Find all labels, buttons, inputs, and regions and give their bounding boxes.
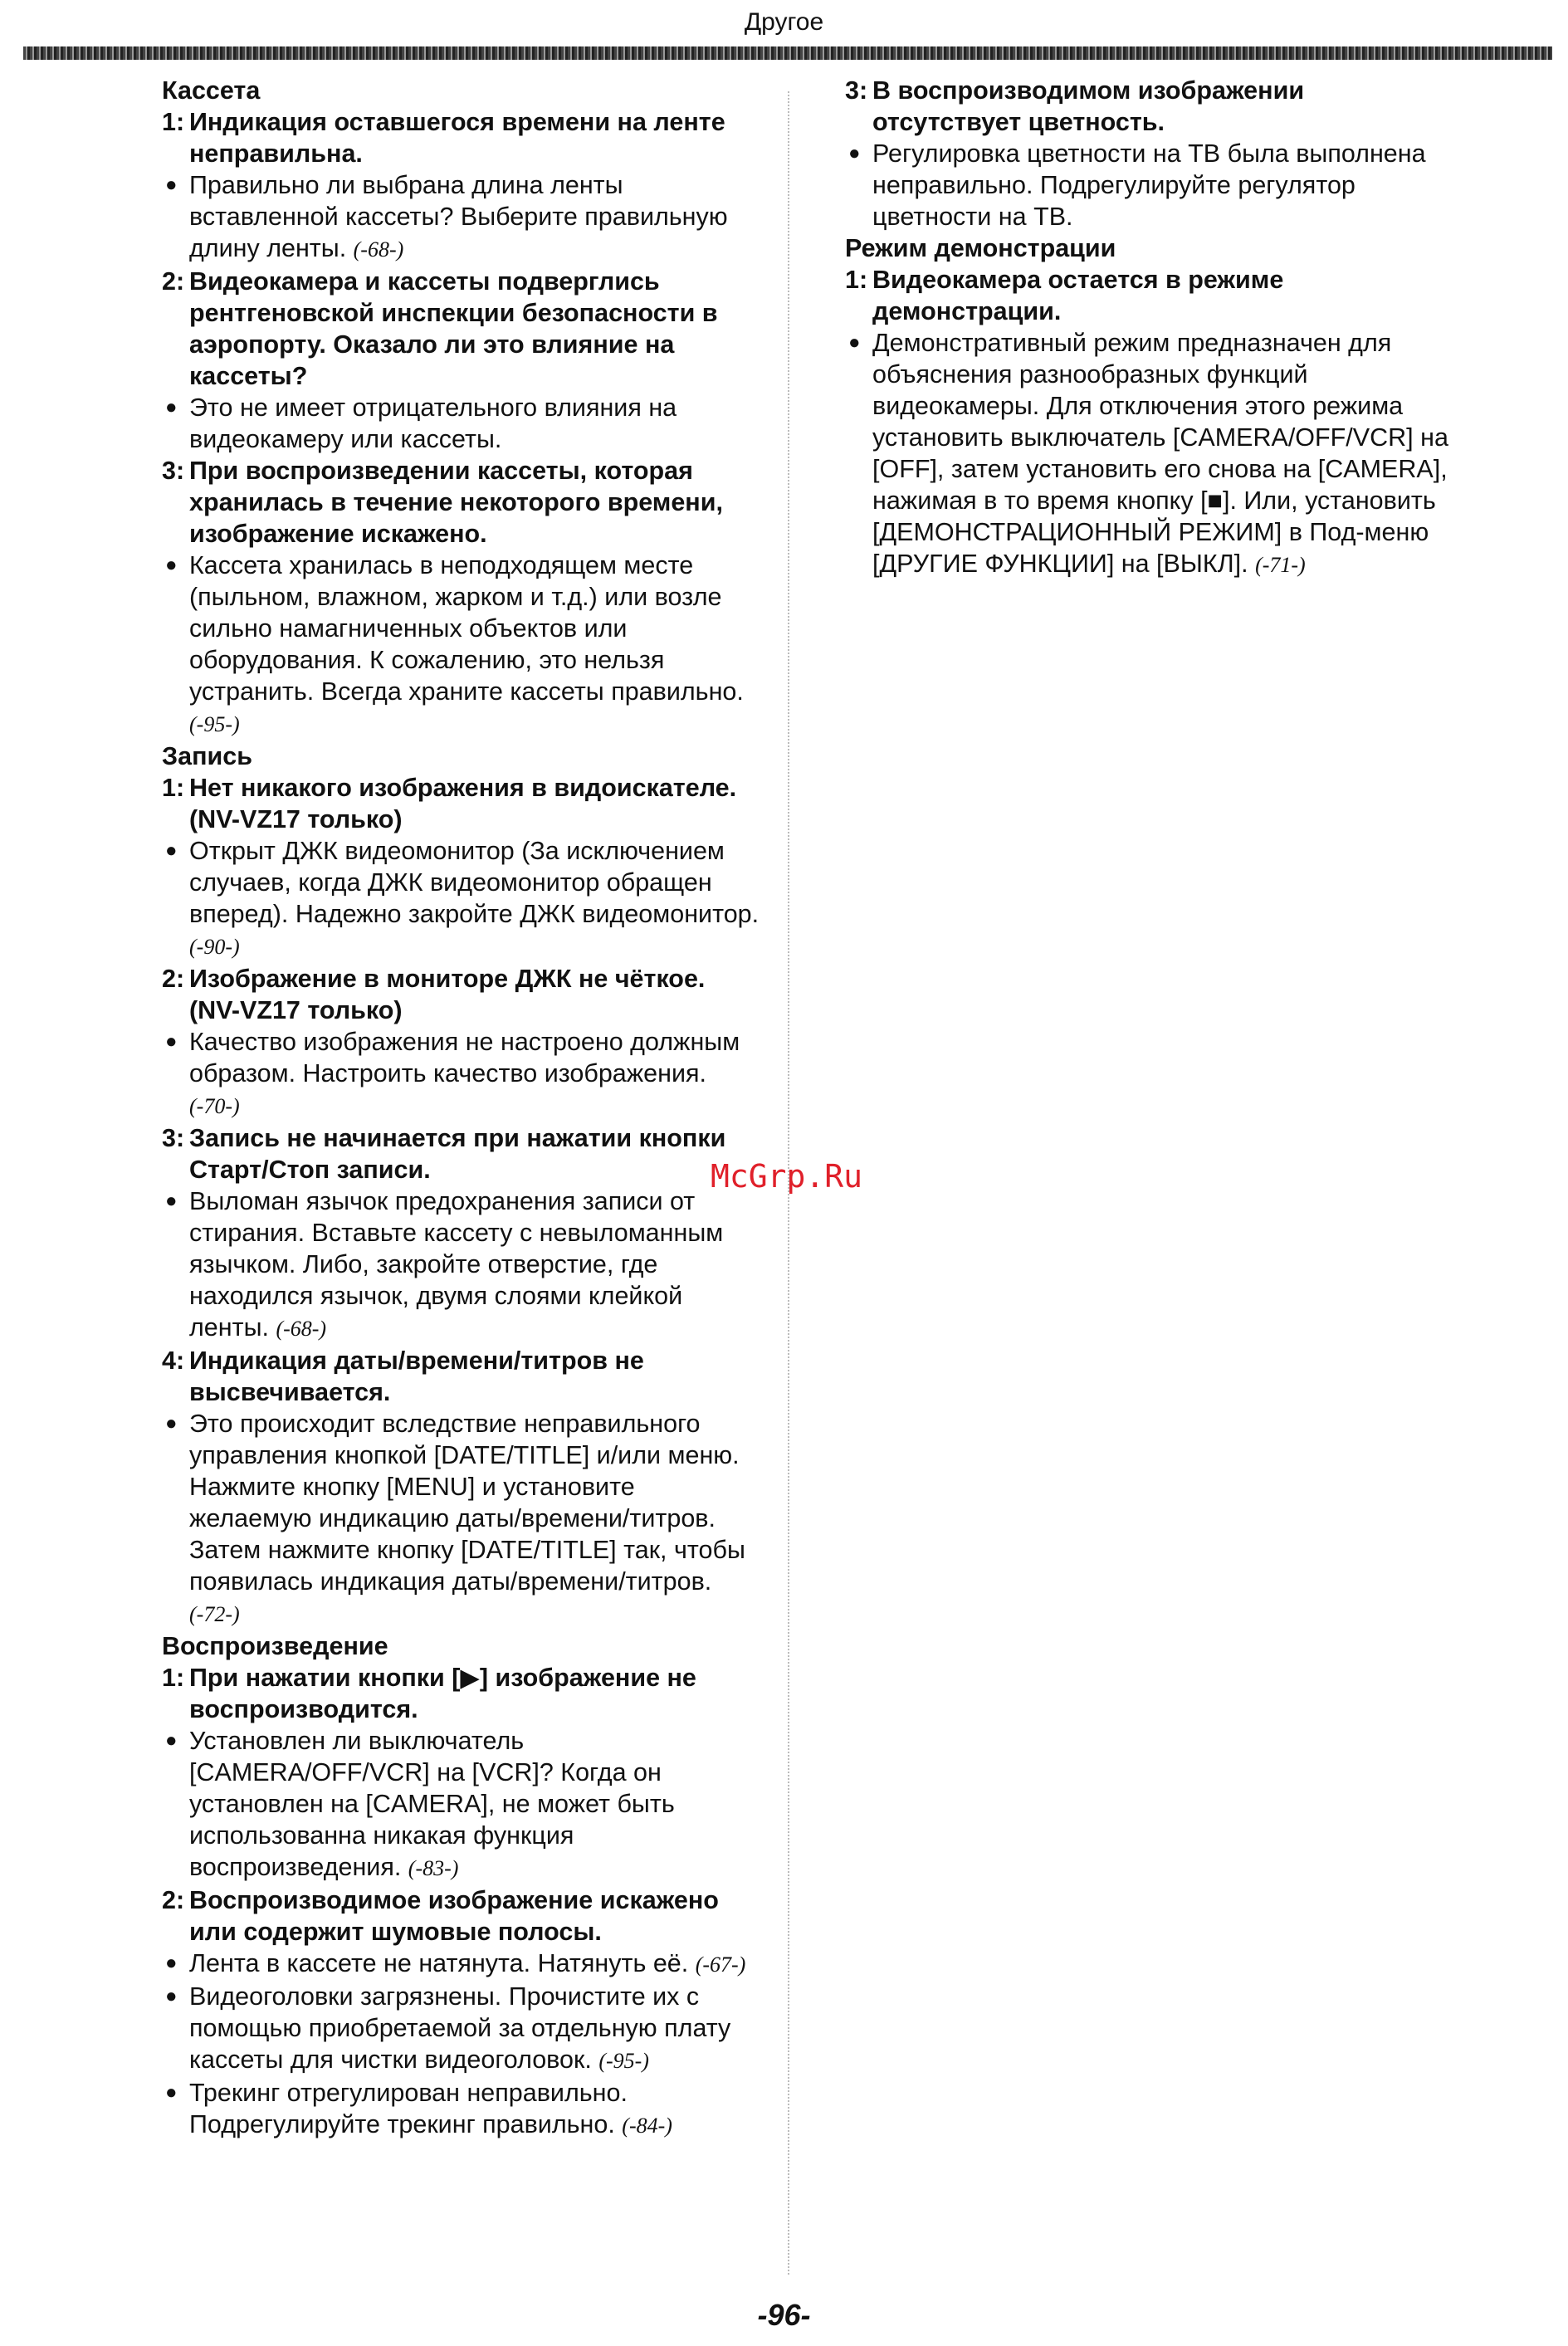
answer-text: Видеоголовки загрязнены. Прочистите их с помощью приобретаемой за отдельную плату кассеты для чистки видеоголовок. — [189, 1982, 731, 2074]
question-number: 1: — [845, 266, 868, 294]
page-number: -96- — [757, 2298, 811, 2332]
section-title-playback: Воспроизведение — [162, 1632, 388, 1660]
answer-bullet — [162, 1725, 760, 1884]
question-text: Воспроизводимое изображение искажено или содержит шумовые полосы. — [189, 1886, 719, 1946]
answer-text: Регулировка цветности на ТВ была выполнена неправильно. Подрегулируйте регулятор цветности на ТВ. — [872, 139, 1426, 231]
page-reference: (-84-) — [622, 2114, 672, 2138]
page-reference: (-68-) — [276, 1317, 327, 1341]
question-number: 3: — [162, 457, 185, 485]
answer-text: Трекинг отрегулирован неправильно. Подрегулируйте трекинг правильно. — [189, 2079, 628, 2138]
header-rule — [23, 46, 1552, 60]
question-number: 1: — [162, 774, 185, 802]
page-reference: (-71-) — [1255, 553, 1306, 577]
question-number: 3: — [845, 76, 868, 105]
question-number: 1: — [162, 1664, 185, 1692]
bullet-icon: ● — [165, 1412, 178, 1434]
left-column — [162, 75, 760, 2142]
question-text: Индикация даты/времени/титров не высвечивается. — [189, 1347, 644, 1406]
bullet-icon: ● — [165, 839, 178, 862]
answer-text: Это происходит вследствие неправильного управления кнопкой [DATE/TITLE] и/или меню. Нажмите кнопку [MENU] и установите желаемую индикацию даты/времени/титров. Затем нажмите кнопку [DATE/TITLE] так, чтобы появилась индикация даты/времени/титров. — [189, 1410, 745, 1596]
question-number: 2: — [162, 267, 185, 296]
answer-bullet — [162, 1026, 760, 1122]
question-heading — [162, 1884, 760, 1948]
question-heading — [845, 75, 1451, 138]
question-text: В воспроизводимом изображении отсутствует цветность. — [872, 76, 1305, 136]
page-reference: (-67-) — [695, 1953, 746, 1977]
section-title-demo: Режим демонстрации — [845, 234, 1116, 262]
bullet-icon: ● — [165, 1952, 178, 1974]
right-column — [845, 75, 1451, 581]
bullet-icon: ● — [165, 1030, 178, 1053]
page-reference: (-70-) — [189, 1094, 240, 1118]
answer-bullet — [162, 392, 760, 455]
answer-text: Кассета хранилась в неподходящем месте (пыльном, влажном, жарком и т.д.) или возле сильно намагниченных объектов или оборудования. К сожалению, это нельзя устранить. Всегда храните кассеты правильно. — [189, 551, 744, 706]
page-reference: (-72-) — [189, 1602, 240, 1626]
section-title-record: Запись — [162, 742, 252, 770]
answer-bullet — [162, 1408, 760, 1630]
question-text: При воспроизведении кассеты, которая хранилась в течение некоторого времени, изображение искажено. — [189, 457, 723, 548]
answer-text: Установлен ли выключатель [CAMERA/OFF/VCR] на [VCR]? Когда он установлен на [CAMERA], не может быть использованна никакая функция воспроизведения. — [189, 1727, 675, 1881]
question-text: Индикация оставшегося времени на ленте неправильна. — [189, 108, 725, 168]
answer-bullet — [162, 1981, 760, 2077]
question-number: 2: — [162, 965, 185, 993]
answer-bullet — [162, 1948, 760, 1981]
question-number: 4: — [162, 1347, 185, 1375]
answer-bullet — [162, 169, 760, 266]
question-text: Нет никакого изображения в видоискателе. (NV-VZ17 только) — [189, 774, 737, 833]
bullet-icon: ● — [165, 1985, 178, 2007]
answer-bullet — [162, 835, 760, 963]
question-text: При нажатии кнопки [▶] изображение не воспроизводится. — [189, 1664, 696, 1723]
bullet-icon: ● — [165, 554, 178, 576]
answer-bullet — [845, 138, 1451, 232]
answer-text: Правильно ли выбрана длина ленты вставленной кассеты? Выберите правильную длину ленты. — [189, 171, 728, 262]
question-text: Изображение в мониторе ДЖК не чёткое. (NV-VZ17 только) — [189, 965, 706, 1024]
bullet-icon: ● — [165, 1729, 178, 1752]
answer-bullet — [845, 327, 1451, 581]
answer-text: Качество изображения не настроено должным образом. Настроить качество изображения. — [189, 1028, 740, 1087]
question-number: 3: — [162, 1124, 185, 1152]
answer-text: Выломан язычок предохранения записи от стирания. Вставьте кассету с невыломанным язычком. Либо, закройте отверстие, где находился язычок, двумя слоями клейкой ленты. — [189, 1187, 724, 1342]
bullet-icon: ● — [848, 331, 861, 354]
question-text: Видеокамера остается в режиме демонстрации. — [872, 266, 1284, 325]
answer-text: Открыт ДЖК видеомонитор (За исключением случаев, когда ДЖК видеомонитор обращен вперед). Надежно закройте ДЖК видеомонитор. — [189, 837, 760, 928]
question-heading — [162, 455, 760, 550]
question-heading — [162, 1662, 760, 1725]
question-number: 2: — [162, 1886, 185, 1914]
page-reference: (-95-) — [598, 2049, 649, 2073]
question-heading — [845, 264, 1451, 327]
answer-text: Лента в кассете не натянута. Натянуть её. — [189, 1949, 696, 1977]
page-reference: (-83-) — [408, 1856, 459, 1880]
question-text: Запись не начинается при нажатии кнопки Старт/Стоп записи. — [189, 1124, 726, 1184]
answer-text: Это не имеет отрицательного влияния на видеокамеру или кассеты. — [189, 393, 677, 453]
page-reference: (-95-) — [189, 712, 240, 736]
question-heading — [162, 106, 760, 169]
question-heading — [162, 963, 760, 1026]
section-title-cassette: Кассета — [162, 76, 261, 105]
page-header-title: Другое — [744, 8, 824, 36]
answer-bullet — [162, 1185, 760, 1345]
question-heading — [162, 772, 760, 835]
bullet-icon: ● — [848, 142, 861, 164]
answer-bullet — [162, 550, 760, 740]
question-heading — [162, 266, 760, 392]
bullet-icon: ● — [165, 174, 178, 196]
question-text: Видеокамера и кассеты подверглись рентгеновской инспекции безопасности в аэропорту. Оказало ли это влияние на кассеты? — [189, 267, 718, 390]
bullet-icon: ● — [165, 396, 178, 418]
question-number: 1: — [162, 108, 185, 136]
page-reference: (-68-) — [353, 237, 404, 261]
watermark-text: McGrp.Ru — [711, 1158, 863, 1195]
bullet-icon: ● — [165, 1190, 178, 1212]
question-heading — [162, 1345, 760, 1408]
page-reference: (-90-) — [189, 935, 240, 959]
answer-text: Демонстративный режим предназначен для объяснения разнообразных функций видеокамеры. Для отключения этого режима установить выключатель [CAMERA/OFF/VCR] на [OFF], затем установить его снова на [CAMERA], нажимая в то время кнопку [■]. Или, установить [ДЕМОНСТРАЦИОННЫЙ РЕЖИМ] в Под-меню [ДРУГИЕ ФУНКЦИИ] на [ВЫКЛ]. — [872, 329, 1448, 578]
answer-bullet — [162, 2077, 760, 2142]
bullet-icon: ● — [165, 2081, 178, 2104]
question-heading — [162, 1122, 760, 1185]
